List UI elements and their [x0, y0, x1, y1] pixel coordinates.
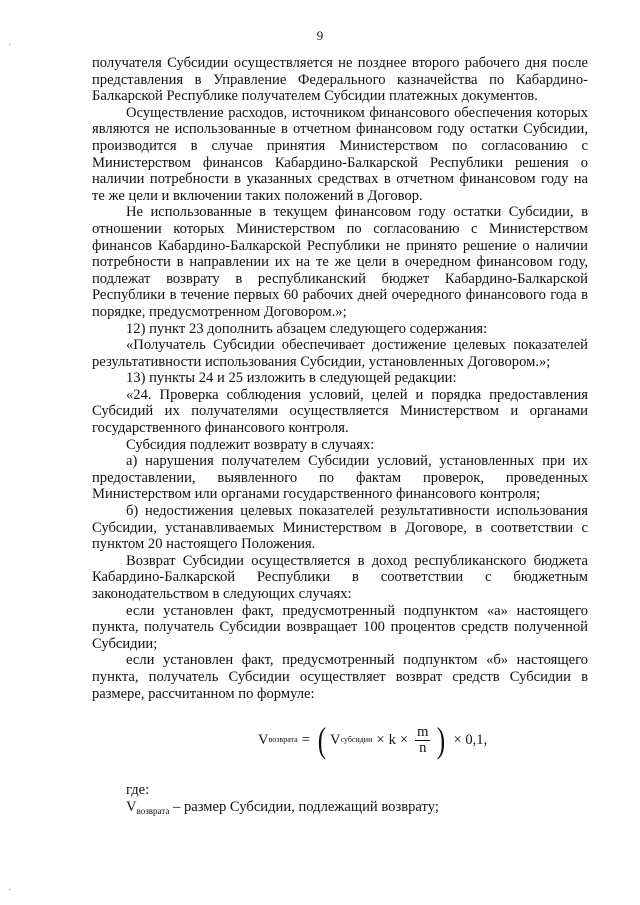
scan-mark: · [8, 885, 12, 896]
paragraph: Возврат Субсидии осуществляется в доход республиканского бюджета Кабардино-Балкарской Республики в соответствии с бюджетным законодательством в следующих случаях: [92, 552, 588, 602]
paragraph: 12) пункт 23 дополнить абзацем следующего содержания: [126, 320, 488, 337]
formula-times: × [376, 731, 385, 748]
paragraph: получателя Субсидии осуществляется не позднее второго рабочего дня после представления в Управление Федерального казначейства по Кабардино-Балкарской Республике получателем Субсидии платежных документов. [92, 55, 588, 105]
paragraph: Субсидия подлежит возврату в случаях: [126, 436, 375, 453]
formula-close-paren: ) [437, 720, 446, 761]
scan-mark: · [8, 40, 12, 51]
definition-text: – размер Субсидии, подлежащий возврату; [169, 798, 439, 815]
formula-k: k [388, 731, 396, 748]
paragraph: б) недостижения целевых показателей результативности использования Субсидии, устанавливаемых Министерством в Договоре, в соответствии с пунктом 20 настоящего Положения. [92, 503, 588, 553]
variable-definition [92, 799, 588, 820]
refund-formula [92, 718, 588, 762]
formula-fraction [415, 725, 430, 756]
document-body [92, 55, 588, 819]
paragraph: Не использованные в текущем финансовом году остатки Субсидии, в отношении которых Министерством по согласованию с Министерством финансов Кабардино-Балкарской Республики не принято решение о наличии потребности в направлении их на те же цели в очередном финансовом году, подлежат возврату в республиканский бюджет Кабардино-Балкарской Республики в течение первых 60 рабочих дней очередного финансового года в порядке, предусмотренном Договором.»; [92, 204, 588, 320]
paragraph: «24. Проверка соблюдения условий, целей и порядка предоставления Субсидий их получателями осуществляется Министерством и органами государственного финансового контроля. [92, 386, 588, 437]
paragraph: Осуществление расходов, источником финансового обеспечения которых являются не использованные в отчетном финансовом году остатки Субсидии, производится в случае принятия Министерством по согласованию с Министерством финансов Кабардино-Балкарской Республики решения о наличии потребности в указанных средствах в отчетном финансовом году на те же цели и включении таких положений в Договор. [92, 104, 588, 204]
paragraph: а) нарушения получателем Субсидии условий, установленных при их предоставлении, выявленного по фактам проверок, проведенных Министерством или органами государственного финансового контроля; [92, 453, 588, 503]
formula-equals: = [301, 731, 310, 748]
formula-tail: × 0,1, [453, 731, 488, 748]
formula-v-subsidy: V [329, 731, 341, 748]
formula-numerator: m [417, 723, 429, 740]
formula-v-subscript: возврата [268, 734, 298, 744]
formula-denominator: n [419, 739, 427, 756]
definition-v-subscript: возврата [136, 805, 170, 816]
paragraph: 13) пункты 24 и 25 изложить в следующей редакции: [126, 370, 457, 387]
paragraph: «Получатель Субсидии обеспечивает достижение целевых показателей результативности использования Субсидии, установленных Договором.»; [92, 337, 588, 370]
formula-v: V [258, 731, 269, 748]
formula-open-paren: ( [317, 720, 327, 761]
definition-v: V [126, 798, 137, 815]
paragraph: если установлен факт, предусмотренный подпунктом «б» настоящего пункта, получатель Субсидии осуществляет возврат средств Субсидии в размере, рассчитанном по формуле: [92, 652, 588, 702]
formula-v-subsidy-subscript: субсидии [340, 734, 373, 744]
formula-times: × [399, 731, 409, 748]
paragraph: если установлен факт, предусмотренный подпунктом «а» настоящего пункта, получатель Субсидии возвращает 100 процентов средств полученной Субсидии; [92, 602, 588, 652]
page-number: 9 [316, 28, 324, 43]
where-label: где: [126, 782, 150, 799]
